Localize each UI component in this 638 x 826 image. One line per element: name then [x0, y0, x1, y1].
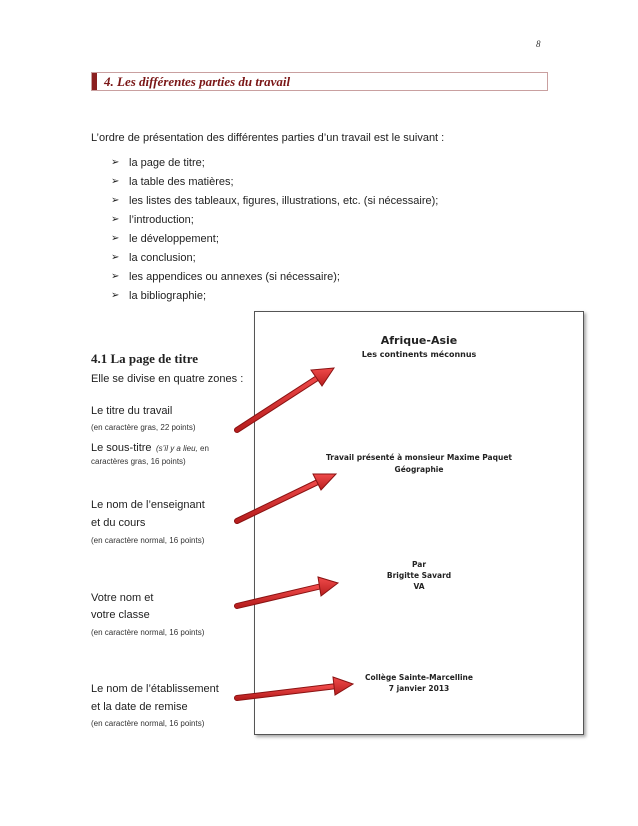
arrow-bullet-icon: ➢ — [111, 157, 120, 168]
sample-by: Par — [411, 560, 427, 569]
arrow-bullet-icon: ➢ — [111, 252, 120, 263]
page-number: 8 — [536, 39, 541, 49]
zone-subtitle-note-italic: (s’il y a lieu, — [155, 444, 198, 453]
arrow-icon — [237, 474, 336, 521]
zone-school-note: (en caractère normal, 16 points) — [91, 719, 205, 728]
zone-student-line2: votre classe — [91, 609, 150, 621]
sample-date: 7 janvier 2013 — [388, 684, 450, 693]
sample-title: Afrique-Asie — [380, 334, 458, 347]
zone-title-note: (en caractère gras, 22 points) — [91, 423, 196, 432]
sample-school: Collège Sainte-Marcelline — [364, 673, 473, 682]
subsection-intro: Elle se divise en quatre zones : — [91, 373, 244, 385]
zone-teacher-line2: et du cours — [91, 517, 146, 529]
zone-student-line1: Votre nom et — [91, 592, 154, 604]
list-item: ➢ la page de titre; — [111, 157, 205, 169]
list-item: ➢ la conclusion; — [111, 252, 196, 264]
list-item: ➢ la table des matières; — [111, 176, 234, 188]
sample-author: Brigitte Savard — [386, 571, 452, 580]
zone-subtitle-label: Le sous-titre — [91, 442, 152, 454]
zone-teacher-note: (en caractère normal, 16 points) — [91, 536, 205, 545]
arrow-bullet-icon: ➢ — [111, 233, 120, 244]
list-item: ➢ le développement; — [111, 233, 219, 245]
zone-school-line2: et la date de remise — [91, 701, 188, 713]
arrow-bullet-icon: ➢ — [111, 271, 120, 282]
arrow-bullet-icon: ➢ — [111, 290, 120, 301]
sample-group: VA — [413, 582, 425, 591]
sample-course: Géographie — [394, 465, 444, 474]
arrow-bullet-icon: ➢ — [111, 176, 120, 187]
zone-subtitle-note: caractères gras, 16 points) — [91, 457, 186, 466]
zone-teacher-line1: Le nom de l’enseignant — [91, 499, 205, 511]
list-item: ➢ les appendices ou annexes (si nécessaire); — [111, 271, 340, 283]
zone-student-note: (en caractère normal, 16 points) — [91, 628, 205, 637]
arrow-icon — [237, 677, 353, 698]
arrow-bullet-icon: ➢ — [111, 214, 120, 225]
zone-school-line1: Le nom de l’établissement — [91, 683, 219, 695]
zone-title-label: Le titre du travail — [91, 405, 173, 417]
list-item: ➢ l’introduction; — [111, 214, 194, 226]
list-item: ➢ les listes des tableaux, figures, illustrations, etc. (si nécessaire); — [111, 195, 439, 207]
sample-presented: Travail présenté à monsieur Maxime Paquet — [325, 453, 512, 462]
zone-subtitle-note-rest: en — [200, 444, 209, 453]
arrow-icon — [237, 368, 334, 430]
sample-subtitle: Les continents méconnus — [361, 350, 477, 359]
subsection-title: 4.1 La page de titre — [91, 351, 198, 366]
list-item: ➢ la bibliographie; — [111, 290, 207, 302]
arrow-icon — [237, 577, 338, 606]
section-title: 4. Les différentes parties du travail — [104, 74, 291, 89]
intro-paragraph: L’ordre de présentation des différentes parties d’un travail est le suivant : — [91, 132, 445, 144]
arrow-bullet-icon: ➢ — [111, 195, 120, 206]
